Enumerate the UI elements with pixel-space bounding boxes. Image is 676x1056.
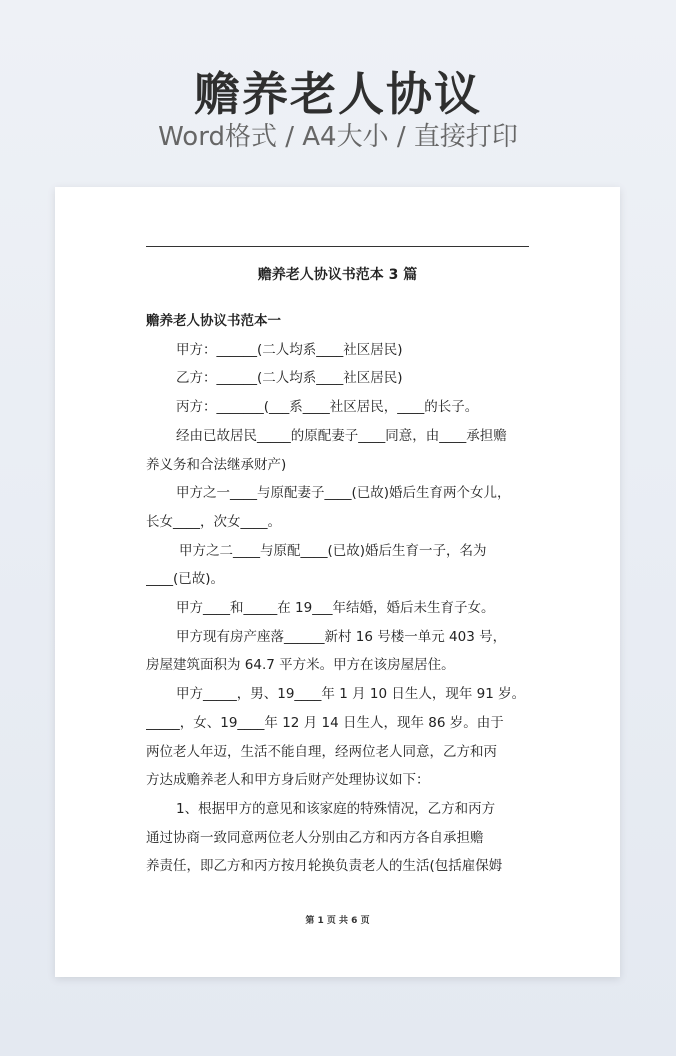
paragraph-line: 丙方：_______(___系____社区居民，____的长子。	[176, 399, 479, 416]
paragraph-line: 甲方：______(二人均系____社区居民)	[176, 341, 403, 358]
paragraph-line: 方达成赡养老人和甲方身后财产处理协议如下：	[146, 772, 430, 789]
paragraph-line: 甲方____和_____在 19___年结婚，婚后未生育子女。	[176, 600, 495, 617]
page-subtitle: Word格式 / A4大小 / 直接打印	[158, 122, 518, 152]
paragraph-line: ____(已故)。	[146, 571, 225, 588]
header-rule	[146, 246, 529, 247]
document-page	[55, 187, 620, 977]
paragraph-line: 甲方之一____与原配妻子____(已故)婚后生育两个女儿，	[176, 485, 511, 502]
paragraph-line: 养责任，即乙方和丙方按月轮换负责老人的生活(包括雇保姆	[146, 858, 503, 875]
section-heading: 赡养老人协议书范本一	[146, 313, 281, 329]
page-title: 赡养老人协议	[194, 67, 482, 121]
paragraph-line: 养义务和合法继承财产)	[146, 456, 287, 473]
document-title: 赡养老人协议书范本 3 篇	[257, 267, 418, 283]
paragraph-line: 经由已故居民_____的原配妻子____同意，由____承担赡	[176, 427, 507, 444]
paragraph-line: 长女____，次女____。	[146, 513, 281, 530]
paragraph-line: 乙方：______(二人均系____社区居民)	[176, 370, 403, 387]
paragraph-line: 通过协商一致同意两位老人分别由乙方和丙方各自承担赡	[146, 829, 484, 846]
paragraph-line: 两位老人年迈，生活不能自理，经两位老人同意，乙方和丙	[146, 743, 497, 760]
paragraph-line: 房屋建筑面积为 64.7 平方米。甲方在该房屋居住。	[146, 657, 455, 674]
paragraph-line: 甲方之二____与原配____(已故)婚后生育一子，名为	[179, 542, 487, 559]
page-number-footer: 第 1 页 共 6 页	[305, 916, 370, 926]
paragraph-line: 1、根据甲方的意见和该家庭的特殊情况，乙方和丙方	[176, 800, 496, 817]
document-body	[146, 307, 530, 881]
paragraph-line: 甲方现有房产座落______新村 16 号楼一单元 403 号，	[176, 628, 507, 645]
paragraph-line: _____，女、19____年 12 月 14 日生人，现年 86 岁。由于	[146, 714, 504, 731]
paragraph-line: 甲方_____，男、19____年 1 月 10 日生人，现年 91 岁。	[176, 686, 526, 703]
